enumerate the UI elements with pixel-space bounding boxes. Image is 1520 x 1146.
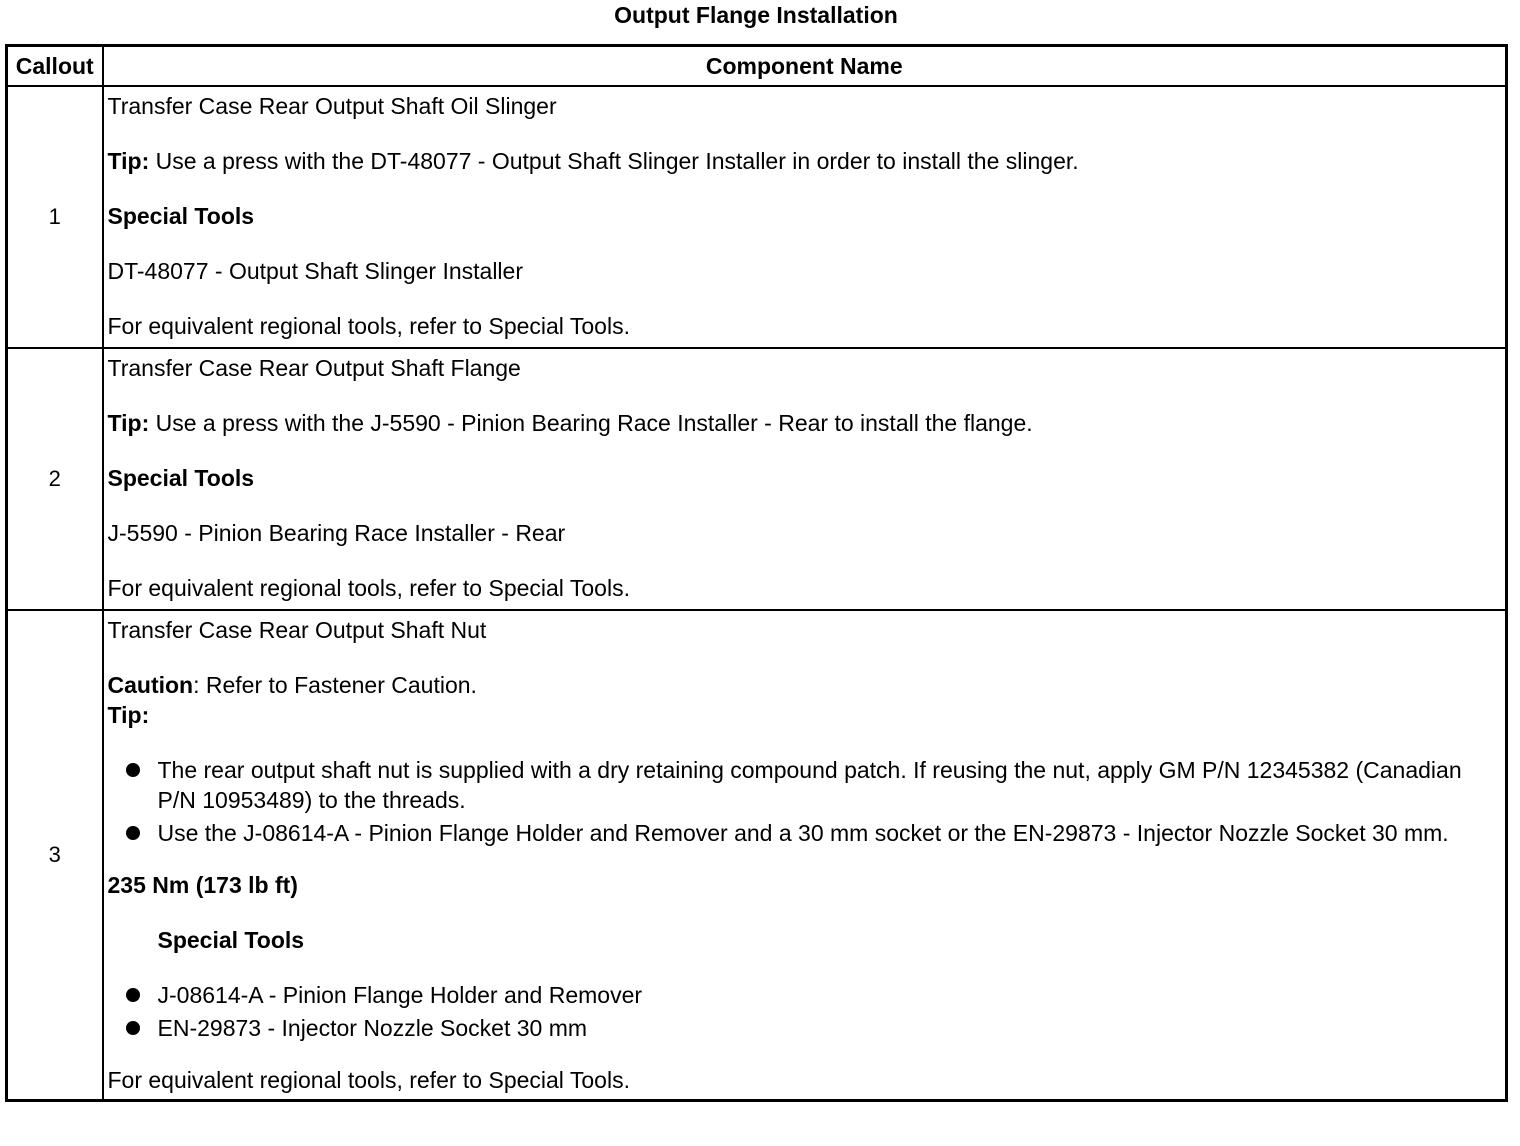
special-tools-heading: Special Tools: [157, 927, 305, 953]
component-table: [5, 44, 1508, 1102]
table-header-row: [7, 46, 1507, 87]
bullet-icon: [126, 988, 140, 1002]
callout-cell: 3: [7, 610, 103, 1101]
tip-paragraph: [108, 146, 1500, 176]
list-item-text: The rear output shaft nut is supplied with a dry retaining compound patch. If reusing the nut, apply GM P/N 12345382 (Canadian P/N 10953489) to the threads.: [157, 757, 1462, 813]
tool-id: J-5590: [107, 520, 178, 546]
list-item-text: EN-29873 - Injector Nozzle Socket 30 mm: [157, 1015, 588, 1041]
tool-reference: J-5590 - Pinion Bearing Race Installer - Rear: [370, 410, 829, 436]
tip-text: to install the flange.: [828, 410, 1033, 436]
caution-label: Caution: [107, 672, 194, 698]
component-name: Transfer Case Rear Output Shaft Oil Slinger: [107, 93, 557, 119]
component-name-header: Component Name: [103, 46, 1507, 87]
special-tool-item: [108, 518, 1500, 548]
callout-cell: 1: [7, 86, 103, 348]
list-item: [108, 755, 1500, 815]
tip-label: Tip:: [107, 148, 150, 174]
bullet-icon: [126, 763, 140, 777]
list-item: [108, 1013, 1500, 1043]
table-row: [7, 610, 1507, 1101]
caution-text: : Refer to Fastener Caution.: [193, 672, 477, 698]
component-cell: [103, 86, 1507, 348]
equivalent-tools-note: For equivalent regional tools, refer to Special Tools.: [107, 1067, 630, 1093]
list-item-text: Use the J-08614-A - Pinion Flange Holder and Remover and a 30 mm socket or the EN-29873 - Injector Nozzle Socket 30 mm.: [157, 820, 1449, 846]
special-tool-item: DT-48077 - Output Shaft Slinger Installer: [107, 258, 523, 284]
tip-label: Tip:: [107, 410, 150, 436]
component-name: Transfer Case Rear Output Shaft Flange: [107, 355, 521, 381]
tip-text: Use a press with the: [149, 410, 371, 436]
special-tools-list: [108, 980, 1500, 1043]
list-item-text: J-08614-A - Pinion Flange Holder and Remover: [157, 982, 643, 1008]
component-cell: [103, 348, 1507, 610]
tip-text: Use a press with the: [149, 148, 371, 174]
list-item: [108, 980, 1500, 1010]
tool-description: - Pinion Bearing Race Installer - Rear: [177, 520, 566, 546]
tip-text: in order to install the slinger.: [785, 148, 1079, 174]
tip-list: [108, 755, 1500, 848]
callout-cell: 2: [7, 348, 103, 610]
special-tools-heading: Special Tools: [107, 203, 255, 229]
page-title: Output Flange Installation: [614, 2, 898, 28]
tool-reference: DT-48077 - Output Shaft Slinger Installer: [370, 148, 786, 174]
caution-paragraph: [108, 670, 1500, 700]
tip-label: Tip:: [107, 702, 150, 728]
equivalent-tools-note: For equivalent regional tools, refer to Special Tools.: [107, 313, 630, 339]
list-item: [108, 818, 1500, 848]
torque-spec: 235 Nm (173 lb ft): [107, 872, 298, 898]
component-cell: [103, 610, 1507, 1101]
tip-paragraph: [108, 408, 1500, 438]
component-name: Transfer Case Rear Output Shaft Nut: [107, 617, 487, 643]
callout-header: Callout: [7, 46, 103, 87]
table-row: [7, 86, 1507, 348]
equivalent-tools-note: For equivalent regional tools, refer to Special Tools.: [107, 575, 630, 601]
bullet-icon: [126, 1021, 140, 1035]
bullet-icon: [126, 826, 140, 840]
table-row: [7, 348, 1507, 610]
special-tools-heading: Special Tools: [107, 465, 255, 491]
